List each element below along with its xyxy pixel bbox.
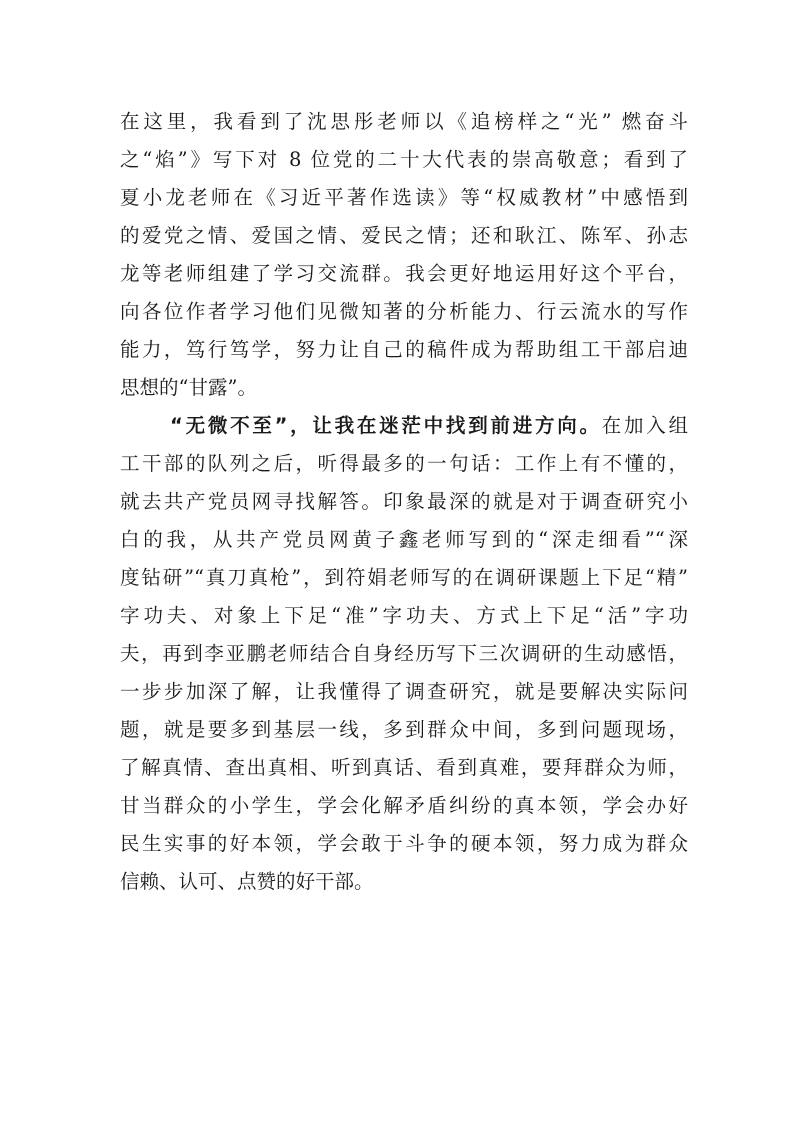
text-line: 龙等老师组建了学习交流群。我会更好地运用好这个平台， — [120, 262, 688, 285]
paragraph-heading: “无微不至”，让我在迷茫中找到前进方向。 — [170, 414, 602, 437]
text-line: 工干部的队列之后，听得最多的一句话：工作上有不懂的， — [120, 452, 688, 475]
text-line: 甘当群众的小学生，学会化解矛盾纠纷的真本领，学会办好 — [120, 794, 688, 817]
text-line: 能力，笃行笃学，努力让自己的稿件成为帮助组工干部启迪 — [120, 338, 688, 361]
text-line: 之“焰”》写下对 8 位党的二十大代表的崇高敬意；看到了 — [120, 148, 688, 171]
text-fragment: 在加入组 — [601, 414, 688, 437]
text-line: 白的我，从共产党员网黄子鑫老师写到的“深走细看”“深 — [120, 528, 688, 551]
text-line: 了解真情、查出真相、听到真话、看到真难，要拜群众为师， — [120, 756, 688, 779]
text-line: 就去共产党员网寻找解答。印象最深的就是对于调查研究小 — [120, 490, 688, 513]
text-line: 夏小龙老师在《习近平著作选读》等“权威教材”中感悟到 — [120, 186, 688, 209]
text-line: 一步步加深了解，让我懂得了调查研究，就是要解决实际问 — [120, 680, 688, 703]
text-line: 的爱党之情、爱国之情、爱民之情；还和耿江、陈军、孙志 — [120, 224, 688, 247]
paragraph-2-first-line — [120, 407, 688, 445]
text-line: 字功夫、对象上下足“准”字功夫、方式上下足“活”字功 — [120, 604, 688, 627]
text-line: 在这里，我看到了沈思彤老师以《追榜样之“光” 燃奋斗 — [120, 110, 688, 133]
text-line: 思想的“甘露”。 — [120, 376, 257, 399]
text-line: 向各位作者学习他们见微知著的分析能力、行云流水的写作 — [120, 300, 688, 323]
text-line: 民生实事的好本领，学会敢于斗争的硬本领，努力成为群众 — [120, 832, 688, 855]
text-line: 夫，再到李亚鹏老师结合自身经历写下三次调研的生动感悟， — [120, 642, 688, 665]
text-line: 题，就是要多到基层一线，多到群众中间，多到问题现场， — [120, 718, 688, 741]
paragraph-2 — [120, 407, 688, 901]
paragraph-1 — [120, 103, 688, 407]
text-line: 度钻研”“真刀真枪”，到符娟老师写的在调研课题上下足“精” — [120, 566, 688, 589]
text-line: 信赖、认可、点赞的好干部。 — [120, 870, 374, 893]
document-body — [120, 103, 688, 901]
